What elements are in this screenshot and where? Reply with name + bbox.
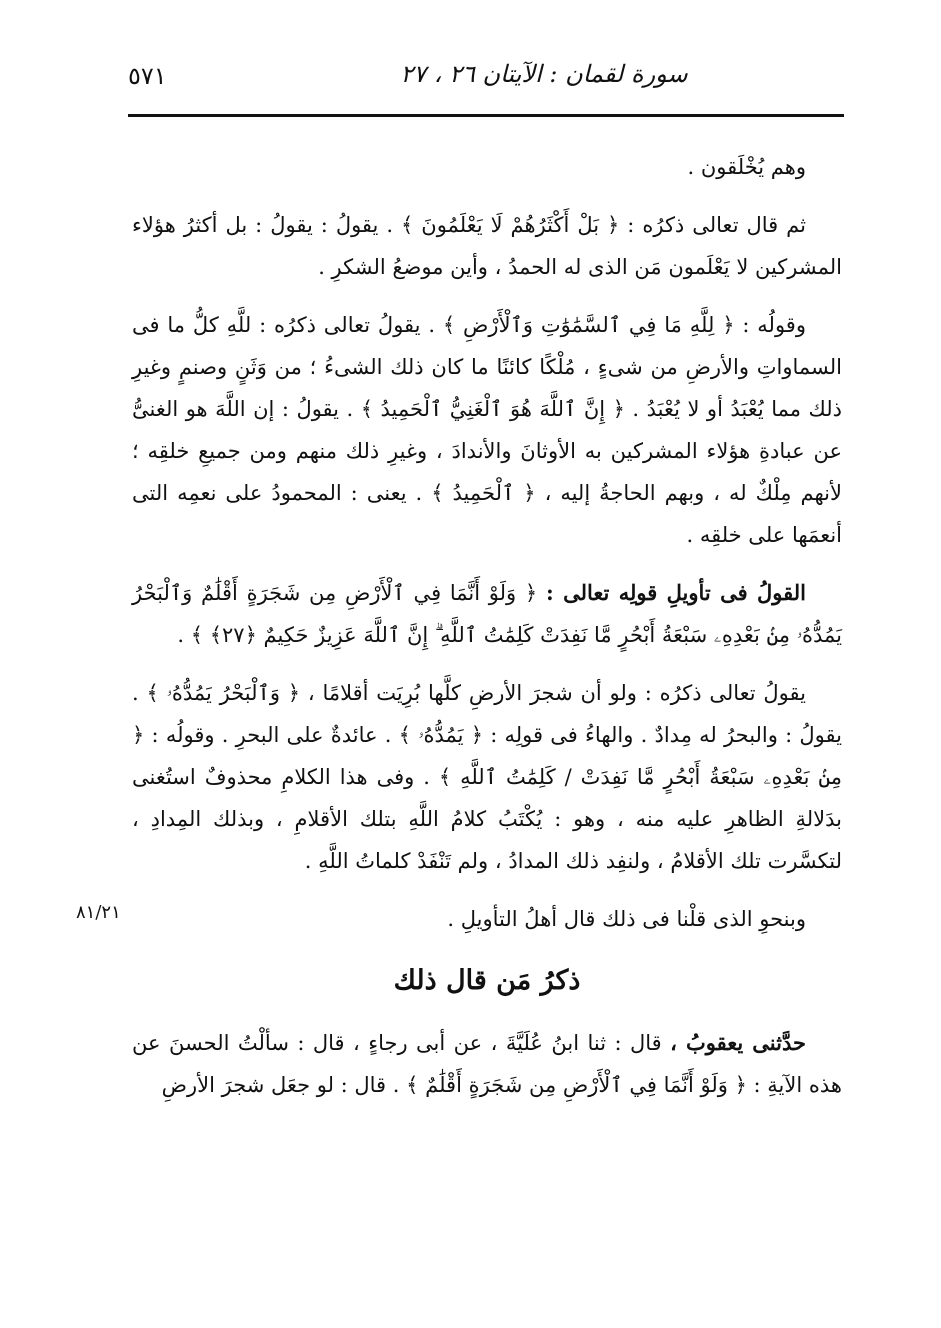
paragraph-7 — [132, 1022, 842, 1106]
paragraph-text: ثم قال تعالى ذكرُه : ﴿ بَلْ أَكْثَرُهُمْ لَا يَعْلَمُونَ ﴾ . يقولُ : يقولُ : بل أكثرُ هؤلاء المشركين لا يَعْلَمون مَن الذى له الحمدُ ، وأين موضعُ الشكرِ . — [132, 213, 842, 279]
paragraph-text: يقولُ تعالى ذكرُه : ولو أن شجرَ الأرضِ كلَّها بُرِيَت أقلامًا ، ﴿ وَٱلْبَحْرُ يَمُدُّهُۥ ﴾ . يقولُ : والبحرُ له مِدادٌ . والهاءُ فى قولِه : ﴿ يَمُدُّهُۥ ﴾ . عائدةٌ على البحرِ . وقولُه : ﴿ مِنۢ بَعْدِهِۦ سَبْعَةُ أَبْحُرٍ مَّا نَفِدَتْ / كَلِمَٰتُ ٱللَّهِ ﴾ . وفى هذا الكلامِ محذوفٌ استُغنى بدَلالةِ الظاهرِ عليه منه ، وهو : يُكْتَبُ كلامُ اللَّهِ بتلك الأقلامِ ، وبذلك المِدادِ ، لتكسَّرت تلك الأقلامُ ، ولنفِد ذلك المدادُ ، ولم تَنْفَدْ كلماتُ اللَّهِ . — [132, 681, 842, 873]
page-number: ٥٧١ — [128, 62, 167, 90]
paragraph-text: ﴿ وَلَوْ أَنَّمَا فِي ٱلْأَرْضِ مِن شَجَرَةٍ أَقْلَٰمٌ وَٱلْبَحْرُ يَمُدُّهُۥ مِنۢ بَعْدِهِۦ سَبْعَةُ أَبْحُرٍ مَّا نَفِدَتْ كَلِمَٰتُ ٱللَّهِ ۗ إِنَّ ٱللَّهَ عَزِيزٌ حَكِيمٌ ﴿٢٧﴾ ﴾ . — [132, 581, 842, 647]
margin-reference: ٨١/٢١ — [76, 902, 121, 923]
running-header — [128, 52, 844, 102]
header-rule — [128, 114, 844, 117]
paragraph-text: وهم يُخْلَقون . — [687, 155, 806, 179]
header-title: سورة لقمان : الآيتان ٢٦ ، ٢٧ — [400, 60, 688, 88]
body-text — [132, 146, 842, 1122]
paragraph-lead: القولُ فى تأويلِ قولِه تعالى : — [545, 580, 806, 605]
paragraph-5 — [132, 672, 842, 882]
paragraph-text: وبنحوِ الذى قلْنا فى ذلك قال أهلُ التأويلِ . — [447, 907, 806, 931]
paragraph-1 — [132, 146, 842, 188]
paragraph-2 — [132, 204, 842, 288]
paragraph-3 — [132, 304, 842, 556]
paragraph-text: وقولُه : ﴿ لِلَّهِ مَا فِي ٱلسَّمَٰوَٰتِ وَٱلْأَرْضِ ﴾ . يقولُ تعالى ذكرُه : للَّهِ كلُّ ما فى السماواتِ والأرضِ من شىءٍ ، مُلْكًا كائنًا ما كان ذلك الشىءُ ؛ من وَثَنٍ وصنمٍ وغيرِ ذلك مما يُعْبَدُ أو لا يُعْبَدُ . ﴿ إِنَّ ٱللَّهَ هُوَ ٱلْغَنِيُّ ٱلْحَمِيدُ ﴾ . يقولُ : إن اللَّهَ هو الغنىُّ عن عبادةِ هؤلاء المشركين به الأوثانَ والأندادَ ، وغيرِ ذلك منهم ومن جميعِ خلقِه ؛ لأنهم مِلْكٌ له ، وبهم الحاجةُ إليه ، ﴿ ٱلْحَمِيدُ ﴾ . يعنى : المحمودُ على نعمِه التى أنعمَها على خلقِه . — [132, 313, 843, 547]
section-heading: ذكرُ مَن قال ذلك — [393, 965, 581, 996]
paragraph-text: قال : ثنا ابنُ عُلَيَّةَ ، عن أبى رجاءٍ ، قال : سألْتُ الحسنَ عن هذه الآيةِ : ﴿ وَلَوْ أَنَّمَا فِي ٱلْأَرْضِ مِن شَجَرَةٍ أَقْلَٰمٌ ﴾ . قال : لو جعَل شجرَ الأرضِ — [132, 1031, 842, 1097]
paragraph-lead: حدَّثنى يعقوبُ ، — [670, 1030, 806, 1055]
paragraph-4 — [132, 572, 842, 656]
paragraph-6 — [132, 898, 842, 940]
